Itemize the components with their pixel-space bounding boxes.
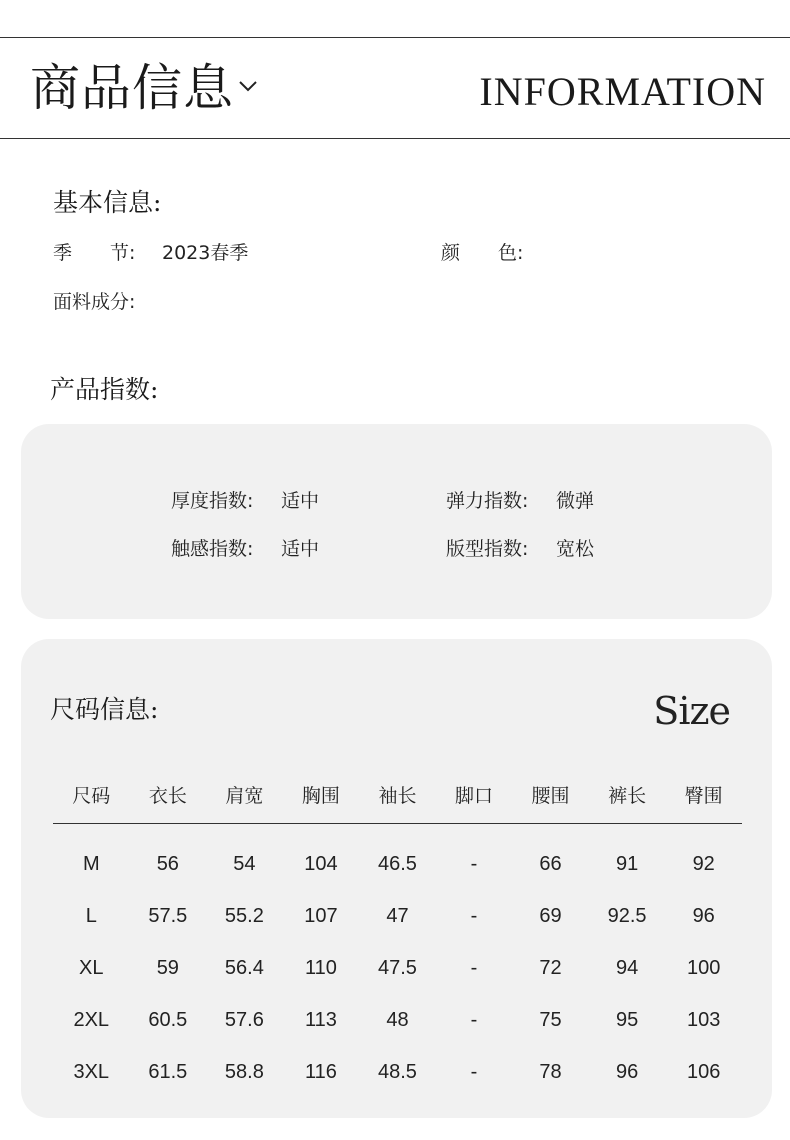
col-header-shoulder: 肩宽: [206, 765, 283, 824]
table-cell: 56: [156, 852, 179, 875]
table-cell: 75: [539, 1008, 562, 1031]
season-value: 2023春季: [162, 242, 249, 264]
season-label: 季 节:: [53, 242, 136, 264]
page-subtitle-en: INFORMATION: [479, 69, 766, 114]
table-cell: 66: [539, 852, 562, 875]
table-cell: 104: [304, 852, 338, 875]
color-label: 颜 色:: [441, 242, 524, 264]
table-cell: 58.8: [224, 1060, 264, 1083]
table-cell: 54: [233, 852, 256, 875]
table-cell: 48.5: [377, 1060, 417, 1083]
col-header-waist: 腰围: [512, 765, 589, 824]
index-value-elasticity: 微弹: [556, 490, 595, 512]
header-top-rule: [0, 37, 790, 38]
table-cell: 103: [687, 1008, 721, 1031]
table-row: [53, 1046, 742, 1098]
table-cell: 78: [539, 1060, 562, 1083]
table-cell: M: [82, 852, 100, 875]
header-bottom-rule: [0, 138, 790, 139]
col-header-sleeve: 袖长: [359, 765, 436, 824]
table-cell: 3XL: [73, 1060, 110, 1083]
table-row: [53, 890, 742, 942]
index-value-fit: 宽松: [556, 538, 595, 560]
size-title: 尺码信息:: [50, 695, 159, 724]
col-header-hem: 脚口: [436, 765, 513, 824]
table-cell: 107: [304, 904, 338, 927]
table-cell: 55.2: [224, 904, 264, 927]
col-header-length: 衣长: [130, 765, 207, 824]
size-table: [53, 765, 742, 1098]
table-spacer: [53, 824, 742, 839]
table-cell: 60.5: [148, 1008, 188, 1031]
table-cell: -: [470, 852, 478, 875]
table-cell: 57.5: [148, 904, 188, 927]
indices-title: 产品指数:: [50, 375, 159, 404]
table-cell: 72: [539, 956, 562, 979]
table-cell: -: [470, 904, 478, 927]
page-title: 商品信息: [30, 59, 234, 117]
table-cell: 94: [615, 956, 639, 979]
table-cell: -: [470, 1060, 478, 1083]
index-value-touch: 适中: [281, 538, 320, 560]
table-cell: 110: [304, 956, 337, 979]
table-cell: 92.5: [607, 904, 647, 927]
index-label-elasticity: 弹力指数:: [446, 490, 529, 512]
table-cell: 95: [615, 1008, 639, 1031]
fabric-label: 面料成分:: [53, 291, 136, 313]
table-cell: 47.5: [377, 956, 417, 979]
table-row: [53, 994, 742, 1046]
table-cell: 57.6: [224, 1008, 264, 1031]
basic-info-title: 基本信息:: [53, 188, 162, 217]
table-cell: -: [470, 1008, 478, 1031]
table-row: [53, 942, 742, 994]
table-cell: 48: [386, 1008, 409, 1031]
table-cell: 59: [156, 956, 179, 979]
table-cell: -: [470, 956, 478, 979]
col-header-pants-length: 裤长: [589, 765, 666, 824]
table-cell: 96: [692, 904, 715, 927]
table-cell: 2XL: [73, 1008, 110, 1031]
index-label-touch: 触感指数:: [171, 538, 254, 560]
table-cell: 69: [539, 904, 562, 927]
table-row: [53, 838, 742, 890]
table-cell: XL: [79, 956, 104, 979]
index-label-fit: 版型指数:: [446, 538, 529, 560]
table-cell: 92: [692, 852, 715, 875]
table-cell: 113: [304, 1008, 337, 1031]
table-cell: L: [85, 904, 97, 927]
table-cell: 56.4: [224, 956, 264, 979]
table-cell: 47: [386, 904, 409, 927]
table-cell: 116: [304, 1060, 337, 1083]
index-label-thickness: 厚度指数:: [171, 490, 254, 512]
col-header-chest: 胸围: [283, 765, 360, 824]
index-value-thickness: 适中: [281, 490, 320, 512]
chevron-down-icon: [236, 74, 260, 98]
table-cell: 106: [687, 1060, 721, 1083]
indices-panel: [21, 424, 772, 619]
table-cell: 61.5: [148, 1060, 188, 1083]
col-header-size: 尺码: [53, 765, 130, 824]
size-table-header-row: [53, 765, 742, 824]
col-header-hip: 臀围: [665, 765, 742, 824]
table-cell: 46.5: [377, 852, 417, 875]
table-cell: 96: [615, 1060, 639, 1083]
table-cell: 100: [687, 956, 721, 979]
table-cell: 91: [615, 852, 639, 875]
size-word-logo: Size: [653, 689, 730, 733]
